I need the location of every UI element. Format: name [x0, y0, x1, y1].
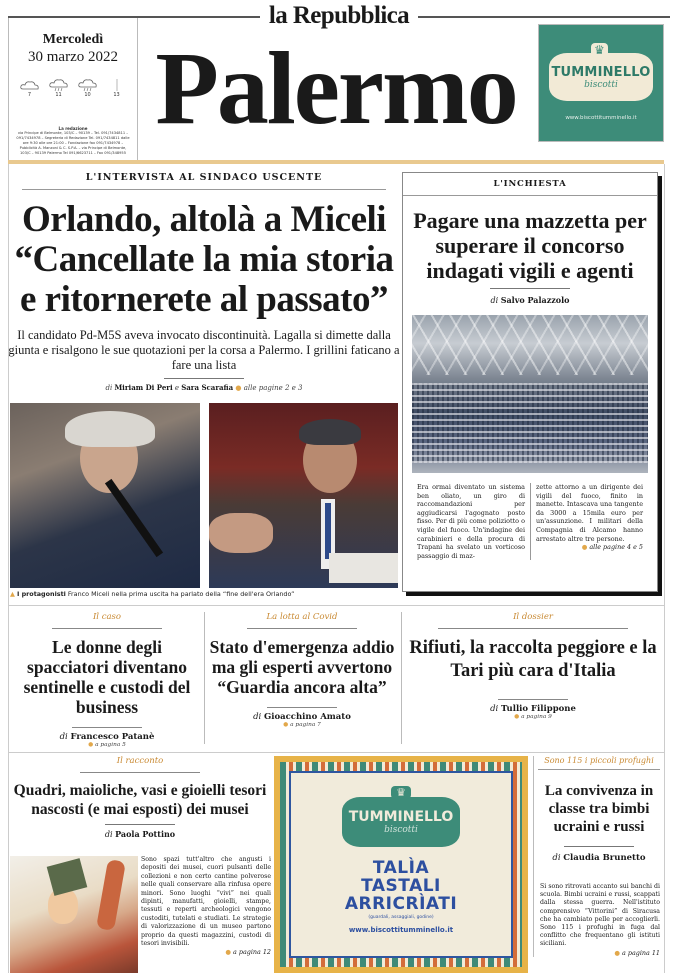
- lead-subhead: Il candidato Pd-M5S aveva invocato discontinuità. Lagalla si dimette dalla giunta e risalgono le sue quotazioni per la corsa a Palermo. I grillini faticano a fare una lista: [8, 328, 400, 372]
- byline-prefix: di: [104, 830, 116, 839]
- weather-temp: 10: [84, 92, 91, 98]
- inchiesta-byline: [403, 295, 657, 305]
- story-byline: [404, 699, 662, 714]
- story-il-caso[interactable]: [10, 612, 204, 748]
- slogan-line: TASTALI: [361, 876, 441, 896]
- byline-prefix: di: [59, 732, 71, 742]
- story-byline: [534, 853, 664, 863]
- inchiesta-body: [412, 483, 648, 560]
- slogan-line: TALÌA: [372, 858, 430, 878]
- ad-slogan: [345, 859, 457, 913]
- body-column: Era ormai diventato un sistema ben oliato, un giro di raccomandazioni per aggiudicarsi l'agognato posto fisso. Per di più come poliziotto o vigile del fuoco. Un'indagine dei carabinieri e della procura di Trapani ha svelato un vorticoso passaggio di maz-: [417, 483, 525, 560]
- masthead-rule: [418, 16, 670, 18]
- page-border-right: [664, 164, 665, 973]
- story-kicker: Sono 115 i piccoli profughi: [538, 756, 660, 770]
- ad-tile-border: [280, 762, 522, 967]
- editorial-title: La redazione: [58, 126, 88, 131]
- ad-content: [289, 771, 513, 958]
- bullet-icon: ●: [225, 948, 231, 957]
- editorial-text: via Principe di Belmonte, 103/C – 90139 – Tel. 091/7434811 – 091/7434978 – Segreteria di Redazione Tel. 091/7434811 dalle ore 9:30 alle ore 21:00 – Fondazione fax 091/7434978 – Pubblicità A. Manzoni & C. S.P.A. – via Principe di Belmonte, 103/C – 90139 Palermo Tel 091/6623711 – Fax 091/348955: [16, 131, 130, 155]
- story-byline: [10, 727, 204, 742]
- page-ref[interactable]: [404, 714, 662, 720]
- author-name: Miriam Di Peri: [114, 383, 173, 392]
- divider: [105, 824, 175, 825]
- advertisement-bottom[interactable]: [274, 756, 528, 973]
- crown-icon: ♛: [591, 43, 608, 57]
- ad-brand-name: TUMMINELLO: [348, 809, 454, 825]
- story-headline[interactable]: La convivenza in classe tra bimbi ucraini e russi: [544, 783, 654, 835]
- bullet-icon: ●: [581, 543, 588, 552]
- weather-max: [106, 78, 128, 98]
- byline-prefix: di: [253, 712, 264, 722]
- page-ref-text: a pagina 7: [290, 722, 321, 728]
- portrait-hair: [65, 411, 155, 447]
- puppet-arm: [96, 859, 126, 931]
- page-ref-text: a pagina 5: [95, 742, 126, 748]
- divider: [498, 699, 568, 700]
- masthead: [0, 0, 678, 165]
- body-text: Sono spazi tutt'altro che angusti i depositi dei musei, cuori pulsanti delle collezioni e non certo cantine polverose nelle quali conservare alla rinfusa opere minori. Sono luoghi “vivi” nei quali dipinti, manufatti, gioielli, stampe, tessuti e reperti archeologici vengono custoditi, tutelati e studiati. Le strategie di valorizzazione di un museo partono proprio da questi magazzini, custodi di tesori invisibili.: [141, 856, 271, 948]
- story-headline[interactable]: Rifiuti, la raccolta peggiore e la Tari più cara d'Italia: [409, 638, 657, 681]
- ad-url[interactable]: www.biscottitumminello.it: [565, 115, 637, 121]
- lead-headline-line: “Cancellate la mia storia: [14, 239, 394, 280]
- racconto-body: [141, 856, 271, 957]
- weather-temp: 11: [55, 92, 62, 98]
- author-name: Francesco Patanè: [70, 732, 155, 742]
- page-ref-text: a pagina 11: [622, 948, 660, 957]
- story-headline[interactable]: Quadri, maioliche, vasi e gioielli tesori nascosti (e mai esposti) dei musei: [13, 782, 267, 818]
- body-column: [530, 483, 648, 560]
- bullet-icon: ●: [614, 948, 620, 957]
- divider: [247, 628, 357, 629]
- page-ref[interactable]: [536, 543, 643, 552]
- lead-photos: [10, 403, 398, 588]
- ad-brand-sub: biscotti: [584, 79, 618, 90]
- section-divider: [8, 752, 664, 753]
- body-text: zette attorno a un dirigente dei vigili del fuoco, finito in manette. Intascava una tangente da 3000 a 15mila euro per un'assunzione. I militari della Compagnia di Alcamo hanno arrestato altre tre persone.: [536, 483, 643, 543]
- story-headline[interactable]: Stato d'emergenza addio ma gli esperti avvertono “Guardia ancora alta”: [209, 637, 395, 697]
- ad-logo-plaque: [549, 43, 653, 101]
- lead-headline-line: e ritornerete al passato”: [19, 279, 388, 320]
- bullet-icon: ●: [283, 722, 289, 728]
- ad-logo-plaque: [342, 786, 460, 847]
- page-ref[interactable]: [206, 722, 398, 728]
- crown-icon: ♛: [391, 786, 411, 799]
- weather-temp: 7: [27, 92, 32, 98]
- section-divider: [8, 605, 664, 606]
- cloud-rain-icon: [48, 78, 70, 92]
- lead-story[interactable]: [8, 166, 400, 392]
- story-byline: [8, 829, 272, 839]
- cloud-icon: [19, 78, 41, 92]
- inchiesta-box[interactable]: [402, 172, 658, 592]
- roof-truss: [412, 315, 648, 375]
- lead-byline: [8, 383, 400, 392]
- page-ref: alle pagine 2 e 3: [241, 384, 303, 392]
- profughi-body: [540, 883, 660, 957]
- photo-leoluca-orlando: [209, 403, 398, 588]
- weather-evening: [77, 78, 99, 98]
- byline-prefix: di: [490, 296, 501, 305]
- caption-text: Franco Miceli nella prima uscita ha parlato della “fine dell'era Orlando”: [65, 590, 295, 598]
- lead-headline[interactable]: [8, 200, 400, 320]
- weather-morning: [19, 78, 41, 98]
- editorial-info: [15, 126, 131, 156]
- weather-temp: 13: [113, 92, 120, 98]
- divider: [267, 707, 337, 708]
- page-ref-text: alle pagine 4 e 5: [589, 543, 643, 552]
- divider: [164, 378, 244, 379]
- divider: [438, 628, 628, 629]
- inchiesta-kicker: L'INCHIESTA: [403, 173, 657, 196]
- story-covid[interactable]: [206, 612, 398, 728]
- divider: [52, 628, 162, 629]
- story-dossier[interactable]: [404, 612, 662, 720]
- author-name: Salvo Palazzolo: [500, 295, 570, 305]
- byline-prefix: di: [105, 384, 115, 392]
- byline-prefix: di: [552, 853, 564, 863]
- author-name: Paola Pottino: [115, 829, 176, 839]
- divider: [564, 846, 634, 847]
- story-kicker: Il caso: [92, 612, 122, 622]
- issue-date: 30 marzo 2022: [28, 49, 118, 65]
- hand: [209, 513, 273, 553]
- byline-conj: e: [172, 384, 182, 392]
- story-headline[interactable]: Le donne degli spacciatori diventano sentinelle e custodi del business: [23, 637, 191, 717]
- newspaper-brand[interactable]: la Repubblica: [268, 2, 410, 29]
- slogan-line: ARRICRÌATI: [344, 894, 458, 914]
- weather-noon: [48, 78, 70, 98]
- story-kicker: Il dossier: [513, 612, 553, 622]
- column-divider: [401, 612, 402, 744]
- thermometer-icon: [106, 78, 128, 92]
- story-profughi[interactable]: [533, 756, 664, 957]
- page-ref[interactable]: [141, 948, 271, 956]
- cloud-rain-icon: [77, 78, 99, 92]
- page-ref[interactable]: [10, 742, 204, 748]
- story-kicker: La lotta al Covid: [266, 612, 338, 622]
- portrait-hair: [299, 419, 361, 445]
- author-name: Sara Scarafia: [181, 383, 234, 392]
- photo-exam-hall: [412, 315, 648, 473]
- story-il-racconto[interactable]: [8, 756, 272, 839]
- date-box: [8, 18, 138, 160]
- masthead-divider: [8, 160, 664, 164]
- column-divider: [204, 612, 205, 744]
- body-text: Si sono ritrovati accanto sui banchi di scuola. Bimbi ucraini e russi, scappati dalla stessa guerra. Nell'istituto comprensivo “Vittorini” di Siracusa che ha cambiato pelle per accoglierli. Sono 115 i profughi in fuga dal conflitto che frequentano gli istituti siciliani.: [540, 883, 660, 948]
- photo-caption: [10, 590, 398, 598]
- edition-title[interactable]: Palermo: [155, 31, 517, 146]
- caption-label: I protagonisti: [16, 590, 66, 598]
- author-name: Gioacchino Amato: [263, 712, 351, 722]
- exam-desks: [412, 383, 648, 463]
- divider: [72, 727, 142, 728]
- author-name: Claudia Brunetto: [563, 853, 646, 863]
- tie: [325, 503, 331, 559]
- lead-headline-line: Orlando, altolà a Miceli: [21, 199, 387, 240]
- inchiesta-headline[interactable]: Pagare una mazzetta per superare il concorso indagati vigili e agenti: [413, 208, 647, 283]
- advertisement-top[interactable]: [538, 24, 664, 142]
- page-ref-text: a pagina 9: [521, 714, 552, 720]
- day-of-week: Mercoledì: [42, 32, 104, 47]
- page-ref[interactable]: [540, 949, 660, 957]
- ad-url[interactable]: www.biscottitumminello.it: [348, 926, 454, 934]
- ad-brand-sub: biscotti: [384, 825, 418, 835]
- papers: [329, 553, 398, 583]
- weather-strip: [15, 74, 131, 98]
- photo-sicilian-puppet: [10, 856, 138, 973]
- puppet-headdress: [47, 858, 88, 896]
- lead-kicker: L'INTERVISTA AL SINDACO USCENTE: [22, 166, 386, 190]
- page-ref-text: a pagina 12: [233, 948, 271, 957]
- bullet-icon: ●: [514, 714, 520, 720]
- bullet-icon: ●: [235, 384, 242, 392]
- byline-prefix: di: [490, 704, 501, 714]
- divider: [80, 772, 200, 773]
- photo-franco-miceli: [10, 403, 200, 588]
- bullet-icon: ●: [88, 742, 94, 748]
- ad-translation: (guardali, assaggiali, godine): [368, 915, 434, 920]
- author-name: Tullio Filippone: [500, 704, 576, 714]
- microphone-icon: [105, 479, 163, 557]
- story-kicker: Il racconto: [116, 756, 164, 766]
- ad-brand-name: TUMMINELLO: [551, 64, 651, 80]
- triangle-icon: ▲: [10, 590, 15, 598]
- story-byline: [206, 707, 398, 722]
- divider: [490, 288, 570, 289]
